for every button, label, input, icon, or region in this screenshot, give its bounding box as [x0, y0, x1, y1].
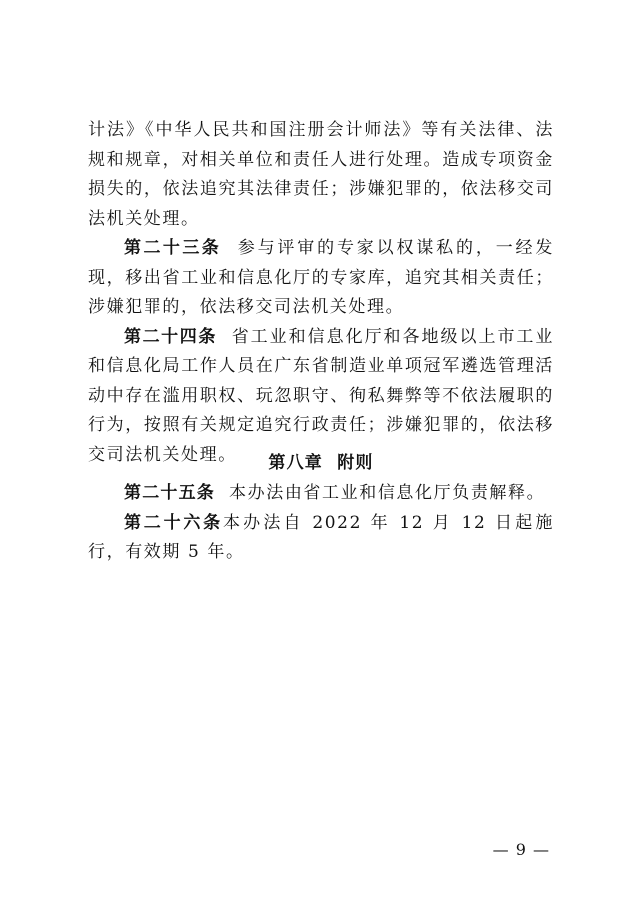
article-24-heading: 第二十四条	[124, 326, 217, 347]
paragraph-text: 计法》《中华人民共和国注册会计师法》等有关法律、法规和规章，对相关单位和责任人进行处理。造成专项资金损失的，依法追究其法律责任；涉嫌犯罪的，依法移交司法机关处理。	[88, 120, 554, 229]
article-23-paragraph	[88, 234, 554, 323]
text-section-bottom	[88, 479, 554, 568]
text-section-top	[88, 116, 554, 470]
article-26-text: 本办法自 2022 年 12 月 12 日起施行，有效期 5 年。	[88, 512, 555, 562]
article-25-heading: 第二十五条	[124, 483, 215, 503]
article-26-heading: 第二十六条	[124, 512, 223, 533]
article-23-text: 参与评审的专家以权谋私的，一经发现，移出省工业和信息化厅的专家库，追究其相关责任；涉嫌犯罪的，依法移交司法机关处理。	[88, 238, 554, 317]
article-25-text: 本办法由省工业和信息化厅负责解释。	[229, 483, 546, 503]
page-number: — 9 —	[492, 840, 550, 859]
paragraph-continuation	[88, 116, 554, 234]
article-24-text: 省工业和信息化厅和各地级以上市工业和信息化局工作人员在广东省制造业单项冠军遴选管理活动中存在滥用职权、玩忽职守、徇私舞弊等不依法履职的行为，按照有关规定追究行政责任；涉嫌犯罪的，依法移交司法机关处理。	[88, 326, 555, 465]
article-23-heading: 第二十三条	[124, 238, 222, 258]
chapter-title: 第八章 附则	[268, 453, 374, 473]
article-25-paragraph	[88, 479, 554, 509]
article-26-paragraph	[88, 509, 554, 568]
